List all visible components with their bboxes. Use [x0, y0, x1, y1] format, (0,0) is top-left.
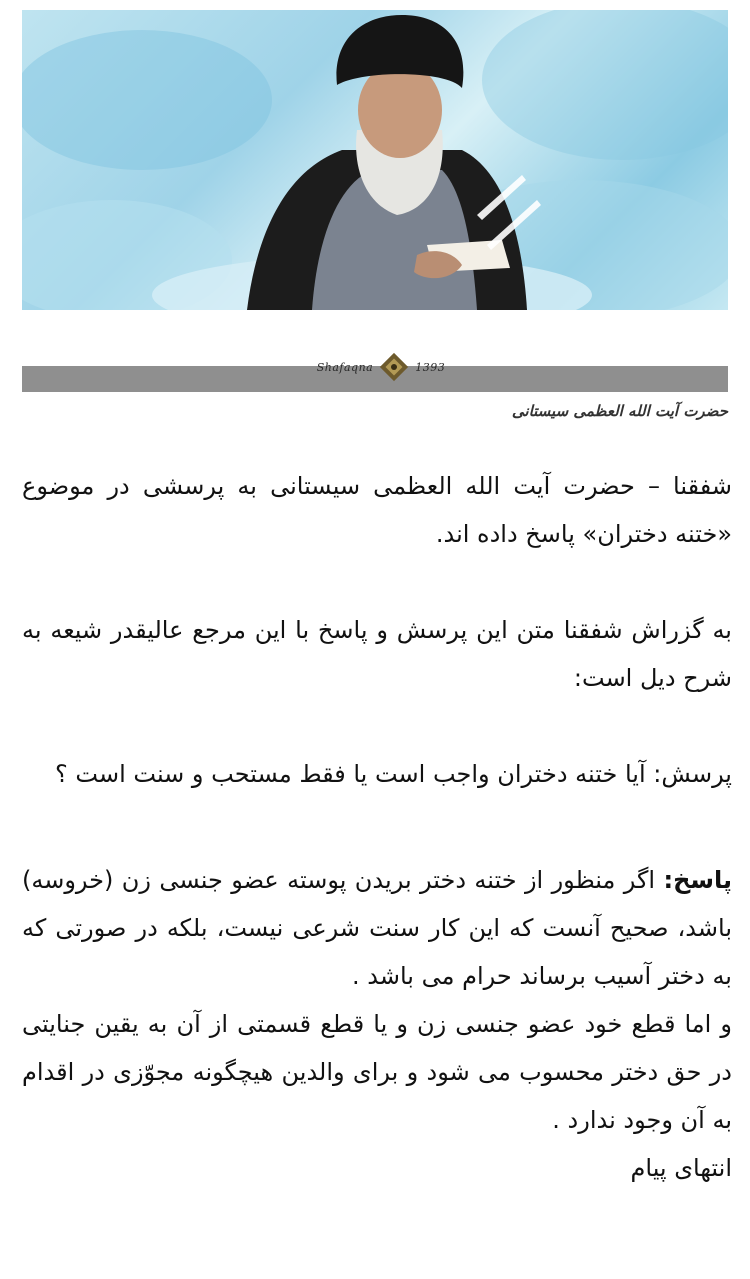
watermark: [296, 349, 466, 385]
hero-image: [22, 10, 728, 310]
article-paragraph-answer: [22, 856, 732, 1000]
answer-label: پاسخ:: [663, 866, 732, 894]
article-paragraph-intro: شفقنا – حضرت آیت الله العظمی سیستانی به پرسشی در موضوع «ختنه دختران» پاسخ داده اند.: [22, 472, 732, 548]
cleric-portrait-image: [22, 10, 728, 310]
article-paragraph-question: پرسش: آیا ختنه دختران واجب است یا فقط مستحب و سنت است ؟: [55, 760, 732, 788]
answer-text: اگر منظور از ختنه دختر بریدن پوسته عضو جنسی زن (خروسه) باشد، صحیح آنست که این کار سنت شرعی نیست، بلکه در صورتی که به دختر آسیب برساند حرام می باشد .: [22, 866, 732, 990]
article-body: [22, 462, 732, 1192]
article-end-note: انتهای پیام: [630, 1154, 732, 1182]
image-caption: حضرت آیت الله العظمی سیستانی: [511, 402, 728, 420]
watermark-left-text: Shafaqna: [316, 360, 374, 374]
article-paragraph-continuation: و اما قطع خود عضو جنسی زن و یا قطع قسمتی از آن به یقین جنایتی در حق دختر محسوب می شود و برای والدین هیچگونه مجوّزی در اقدام به آن وجود ندارد .: [22, 1010, 732, 1134]
article-paragraph-report: به گزراش شفقنا متن این پرسش و پاسخ با این مرجع عالیقدر شیعه به شرح دیل است:: [22, 616, 732, 692]
ornament-emblem-icon: [379, 352, 409, 382]
watermark-right-text: 1393: [415, 360, 446, 374]
